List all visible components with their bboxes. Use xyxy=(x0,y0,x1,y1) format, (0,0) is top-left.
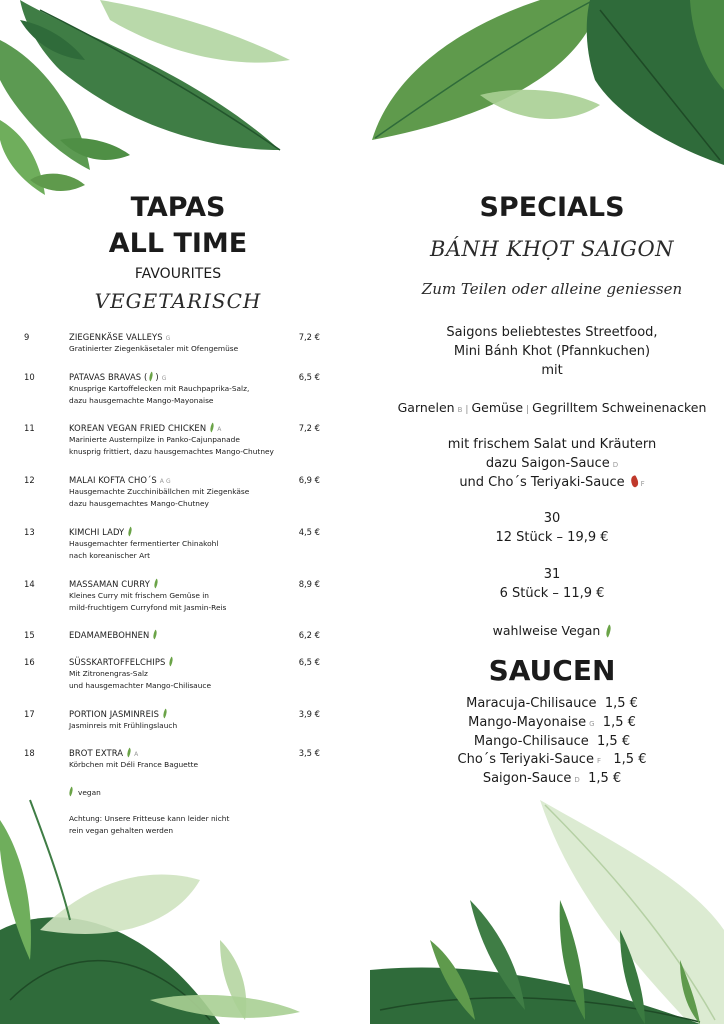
item-number: 15 xyxy=(24,630,35,640)
item-description: Jasminreis mit Frühlingslauch xyxy=(69,721,178,730)
item-description: Kleines Curry mit frischem Gemüse in mild-fruchtigem Curryfond mit Jasmin-Reis xyxy=(69,591,227,612)
offer-31-price: 6 Stück – 11,9 € xyxy=(499,586,605,601)
top-right-leaves xyxy=(372,0,724,165)
item-description: Gratinierter Ziegenkäsetaler mit Ofengemüse xyxy=(69,344,239,353)
saucen-title: SAUCEN xyxy=(488,654,616,687)
item-description: Hausgemachter fermentierter Chinakohl nach koreanischer Art xyxy=(69,539,219,560)
offer-30-number: 30 xyxy=(543,511,561,526)
item-price: 6,9 € xyxy=(298,475,320,485)
tapas-title-line2: ALL TIME xyxy=(108,228,248,259)
item-number: 17 xyxy=(24,709,35,719)
specials-intro-2: Mini Bánh Khot (Pfannkuchen) xyxy=(453,344,651,359)
vegan-leaf-icon xyxy=(208,423,216,433)
item-price: 8,9 € xyxy=(298,579,320,589)
top-left-leaves xyxy=(0,0,290,195)
item-name: KOREAN VEGAN FRIED CHICKEN A xyxy=(69,423,222,433)
protein-options: Garnelen B | Gemüse | Gegrilltem Schweinenacken xyxy=(397,400,707,415)
teriyaki-sauce-line: und Cho´s Teriyaki-Sauce F xyxy=(459,475,645,490)
sauce-item: Maracuja-Chilisauce 1,5 € xyxy=(466,696,638,711)
sauce-item: Mango-Mayonaise G 1,5 € xyxy=(468,715,636,730)
sauce-item: Saigon-Sauce D 1,5 € xyxy=(482,771,622,786)
item-number: 9 xyxy=(24,332,30,342)
vegan-option: wahlweise Vegan xyxy=(380,621,724,640)
banh-khot-title: BÁNH KHỌT SAIGON xyxy=(429,237,675,261)
vegan-leaf-icon xyxy=(604,625,614,638)
item-number: 12 xyxy=(24,475,35,485)
item-number: 11 xyxy=(24,423,35,433)
specials-intro-1: Saigons beliebtestes Streetfood, xyxy=(446,325,658,340)
item-price: 7,2 € xyxy=(298,332,320,342)
item-name: SÜSSKARTOFFELCHIPS xyxy=(69,656,173,668)
item-number: 14 xyxy=(24,579,35,589)
item-number: 10 xyxy=(24,372,35,382)
item-description: Mit Zitronengras-Salz und hausgemachter Mango-Chilisauce xyxy=(69,669,211,690)
item-name: EDAMAMEBOHNEN xyxy=(69,629,157,641)
vegan-leaf-icon xyxy=(67,787,75,797)
bottom-right-leaves xyxy=(370,800,724,1024)
specials-intro-3: mit xyxy=(541,363,563,378)
item-price: 3,9 € xyxy=(298,709,320,719)
item-number: 18 xyxy=(24,748,35,758)
item-description: Hausgemachte Zucchinibällchen mit Ziegenkäse dazu hausgemachtes Mango-Chutney xyxy=(69,487,250,508)
vegetarisch-heading: VEGETARISCH xyxy=(94,289,262,313)
item-name: PATAVAS BRAVAS ( ) G xyxy=(69,372,167,382)
item-price: 6,5 € xyxy=(298,657,320,667)
sauce-item: Mango-Chilisauce 1,5 € xyxy=(473,734,631,749)
item-description: Körbchen mit Déli France Baguette xyxy=(69,760,199,769)
sauce-item: Cho´s Teriyaki-Sauce F 1,5 € xyxy=(457,752,647,767)
specials-title: SPECIALS xyxy=(479,192,625,223)
item-name: BROT EXTRA A xyxy=(69,748,139,758)
favourites-subtitle: FAVOURITES xyxy=(134,266,222,282)
tapas-title-line1: TAPAS xyxy=(130,192,226,223)
offer-30-price: 12 Stück – 19,9 € xyxy=(495,530,609,545)
item-price: 4,5 € xyxy=(298,527,320,537)
item-name: PORTION JASMINREIS xyxy=(69,708,167,720)
item-price: 7,2 € xyxy=(298,423,320,433)
item-description: Knusprige Kartoffelecken mit Rauchpaprika-Salz, dazu hausgemachte Mango-Mayonaise xyxy=(69,384,250,405)
chili-icon xyxy=(629,475,640,488)
saigon-sauce-line: dazu Saigon-Sauce D xyxy=(485,456,619,471)
item-price: 3,5 € xyxy=(298,748,320,758)
item-number: 13 xyxy=(24,527,35,537)
item-price: 6,5 € xyxy=(298,372,320,382)
item-name: ZIEGENKÄSE VALLEYS G xyxy=(69,332,171,342)
sharing-subtitle: Zum Teilen oder alleine geniessen xyxy=(421,280,683,298)
item-name: MASSAMAN CURRY xyxy=(69,578,158,590)
item-number: 16 xyxy=(24,657,35,667)
fryer-note: Achtung: Unsere Fritteuse kann leider nicht rein vegan gehalten werden xyxy=(69,814,230,835)
item-name: KIMCHI LADY xyxy=(69,526,132,538)
vegan-legend: vegan xyxy=(69,787,101,798)
with-salad-line: mit frischem Salat und Kräutern xyxy=(447,437,657,452)
offer-31-number: 31 xyxy=(543,567,561,582)
item-price: 6,2 € xyxy=(298,630,320,640)
vegan-leaf-icon xyxy=(125,748,133,758)
item-description: Marinierte Austernpilze in Panko-Cajunpanade knusprig frittiert, dazu hausgemachtes Mango-Chutney xyxy=(69,435,274,456)
item-name: MALAI KOFTA CHO´S A G xyxy=(69,475,171,485)
